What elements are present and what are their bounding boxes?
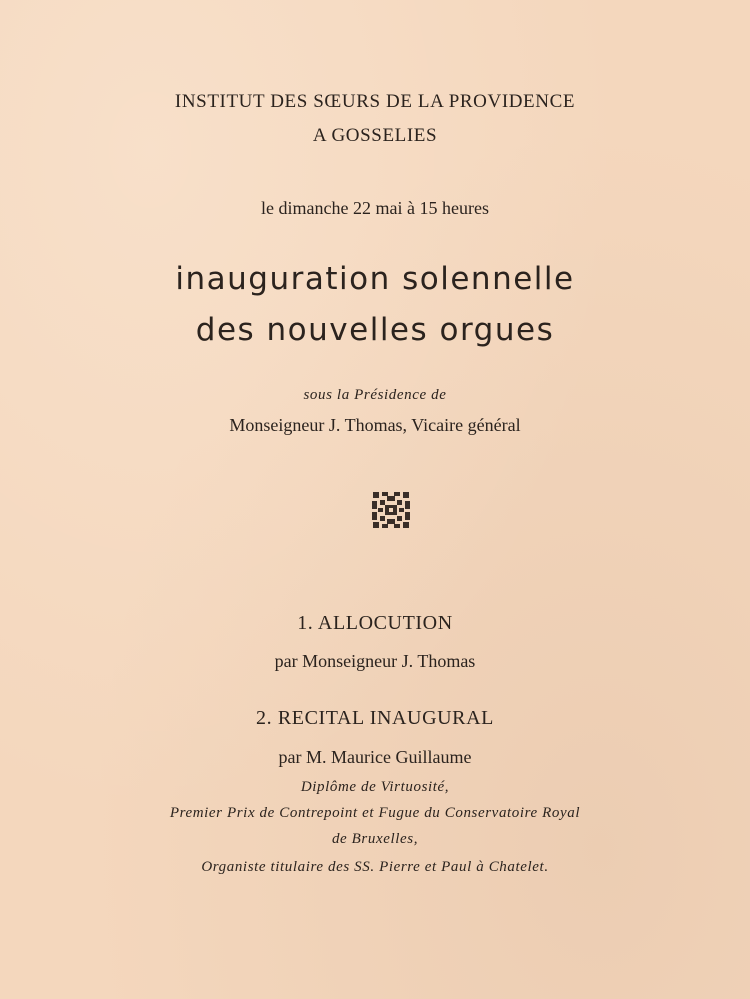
presidency-person: Monseigneur J. Thomas, Vicaire général — [229, 415, 521, 435]
credential-line-4: Organiste titulaire des SS. Pierre et Paul à Chatelet. — [201, 859, 549, 875]
institution-line-2: A GOSSELIES — [312, 125, 438, 146]
credential-line-1: Diplôme de Virtuosité, — [300, 779, 450, 795]
fleuron-ornament-icon — [370, 490, 412, 530]
program-item-1-speaker: par Monseigneur J. Thomas — [274, 651, 476, 671]
institution-line-1: INSTITUT DES SŒURS DE LA PROVIDENCE — [174, 91, 576, 112]
presidency-intro: sous la Présidence de — [303, 387, 447, 403]
credential-line-2: Premier Prix de Contrepoint et Fugue du Conservatoire Royal — [169, 805, 581, 821]
program-item-2-heading: 2. RECITAL INAUGURAL — [256, 707, 494, 729]
credential-line-3: de Bruxelles, — [331, 831, 419, 847]
date-line: le dimanche 22 mai à 15 heures — [261, 198, 489, 218]
event-title-line-1: inauguration solennelle — [175, 261, 575, 297]
event-title-line-2: des nouvelles orgues — [195, 312, 555, 348]
program-item-1-heading: 1. ALLOCUTION — [297, 612, 453, 634]
program-item-2-performer: par M. Maurice Guillaume — [278, 747, 472, 767]
